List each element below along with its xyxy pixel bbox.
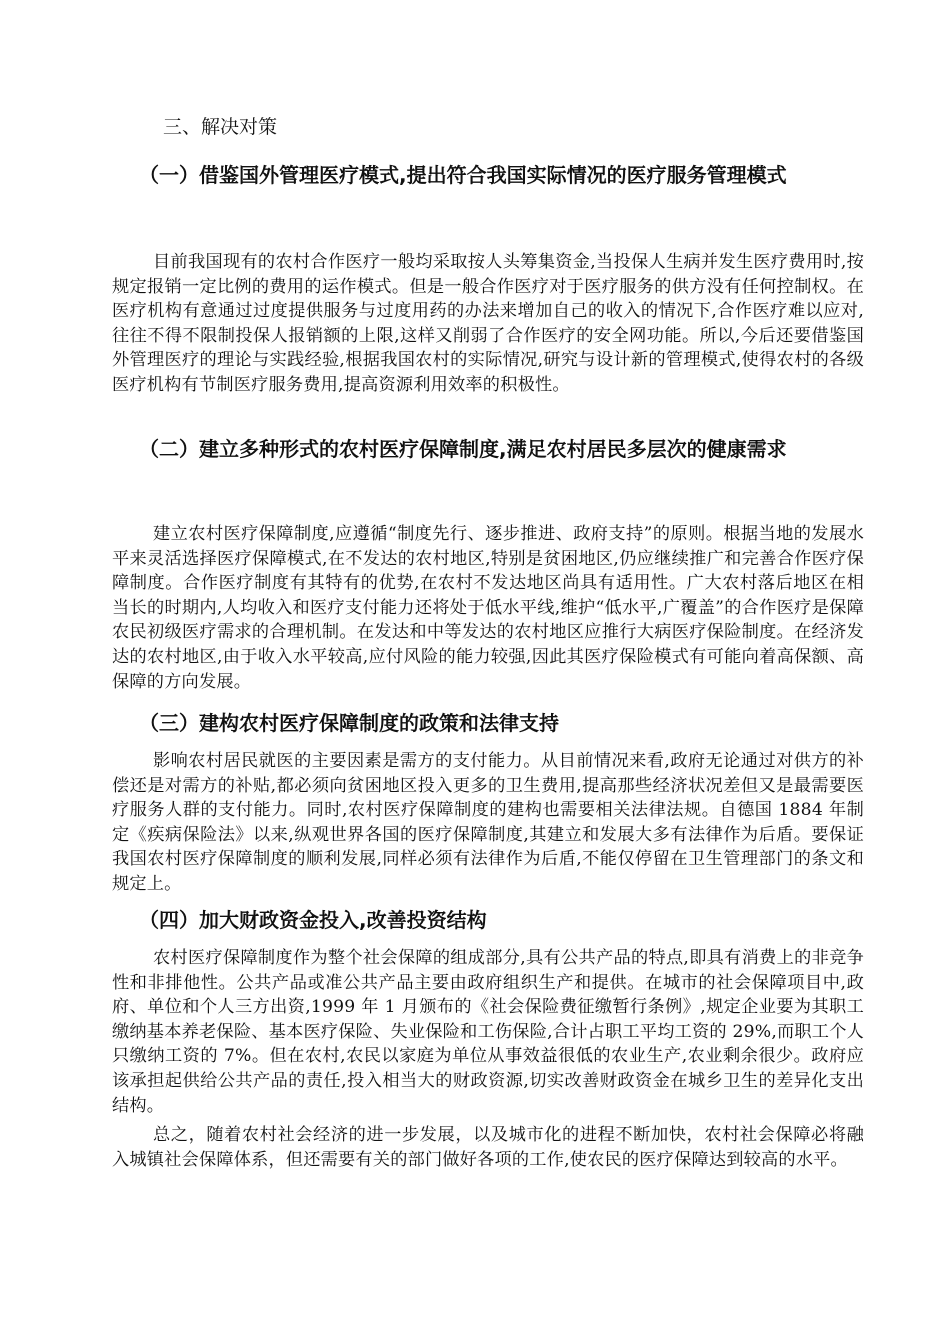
- conclusion-paragraph: 总之，随着农村社会经济的进一步发展，以及城市化的进程不断加快，农村社会保障必将融入城镇社会保障体系，但还需要有关的部门做好各项的工作,使农民的医疗保障达到较高的水平。: [112, 1125, 864, 1170]
- subsection-paragraph-4: 农村医疗保障制度作为整个社会保障的组成部分,具有公共产品的特点,即具有消费上的非竞争性和非排他性。公共产品或准公共产品主要由政府组织生产和提供。在城市的社会保障项目中,政府、单位和个人三方出资,1999 年 1 月颁布的《社会保险费征缴暂行条例》,规定企业要为其职工缴纳基本养老保险、基本医疗保险、失业保险和工伤保险,合计占职工平均工资的 29%,而职工个人只缴纳工资的 7%。但在农村,农民以家庭为单位从事效益很低的农业生产,农业剩余很少。政府应该承担起供给公共产品的责任,投入相当大的财政资源,切实改善财政资金在城乡卫生的差异化支出结构。: [112, 948, 864, 1116]
- subsection-paragraph-1: 目前我国现有的农村合作医疗一般均采取按人头筹集资金,当投保人生病并发生医疗费用时,按规定报销一定比例的费用的运作模式。但是一般合作医疗对于医疗服务的供方没有任何控制权。在医疗机构有意通过过度提供服务与过度用药的办法来增加自己的收入的情况下,合作医疗难以应对,往往不得不限制投保人报销额的上限,这样又削弱了合作医疗的安全网功能。所以,今后还要借鉴国外管理医疗的理论与实践经验,根据我国农村的实际情况,研究与设计新的管理模式,使得农村的各级医疗机构有节制医疗服务费用,提高资源利用效率的积极性。: [112, 252, 864, 395]
- subsection-paragraph-3: 影响农村居民就医的主要因素是需方的支付能力。从目前情况来看,政府无论通过对供方的补偿还是对需方的补贴,都必须向贫困地区投入更多的卫生费用,提高那些经济状况差但又是最需要医疗服务人群的支付能力。同时,农村医疗保障制度的建构也需要相关法律法规。自德国 1884 年制定《疾病保险法》以来,纵观世界各国的医疗保障制度,其建立和发展大多有法律作为后盾。要保证我国农村医疗保障制度的顺利发展,同样必须有法律作为后盾,不能仅停留在卫生管理部门的条文和规定上。: [112, 751, 864, 894]
- subsection-heading-4: （四）加大财政资金投入,改善投资结构: [139, 908, 487, 932]
- subsection-heading-2: （二）建立多种形式的农村医疗保障制度,满足农村居民多层次的健康需求: [139, 437, 787, 461]
- subsection-heading-3: （三）建构农村医疗保障制度的政策和法律支持: [139, 711, 559, 735]
- section-title: 三、解决对策: [163, 116, 278, 138]
- subsection-paragraph-2: 建立农村医疗保障制度,应遵循“制度先行、逐步推进、政府支持”的原则。根据当地的发展水平来灵活选择医疗保障模式,在不发达的农村地区,特别是贫困地区,仍应继续推广和完善合作医疗保障制度。合作医疗制度有其特有的优势,在农村不发达地区尚具有适用性。广大农村落后地区在相当长的时期内,人均收入和医疗支付能力还将处于低水平线,维护“低水平,广覆盖”的合作医疗是保障农民初级医疗需求的合理机制。在发达和中等发达的农村地区应推行大病医疗保险制度。在经济发达的农村地区,由于收入水平较高,应付风险的能力较强,因此其医疗保险模式有可能向着高保额、高保障的方向发展。: [112, 524, 864, 692]
- subsection-heading-1: （一）借鉴国外管理医疗模式,提出符合我国实际情况的医疗服务管理模式: [139, 163, 787, 187]
